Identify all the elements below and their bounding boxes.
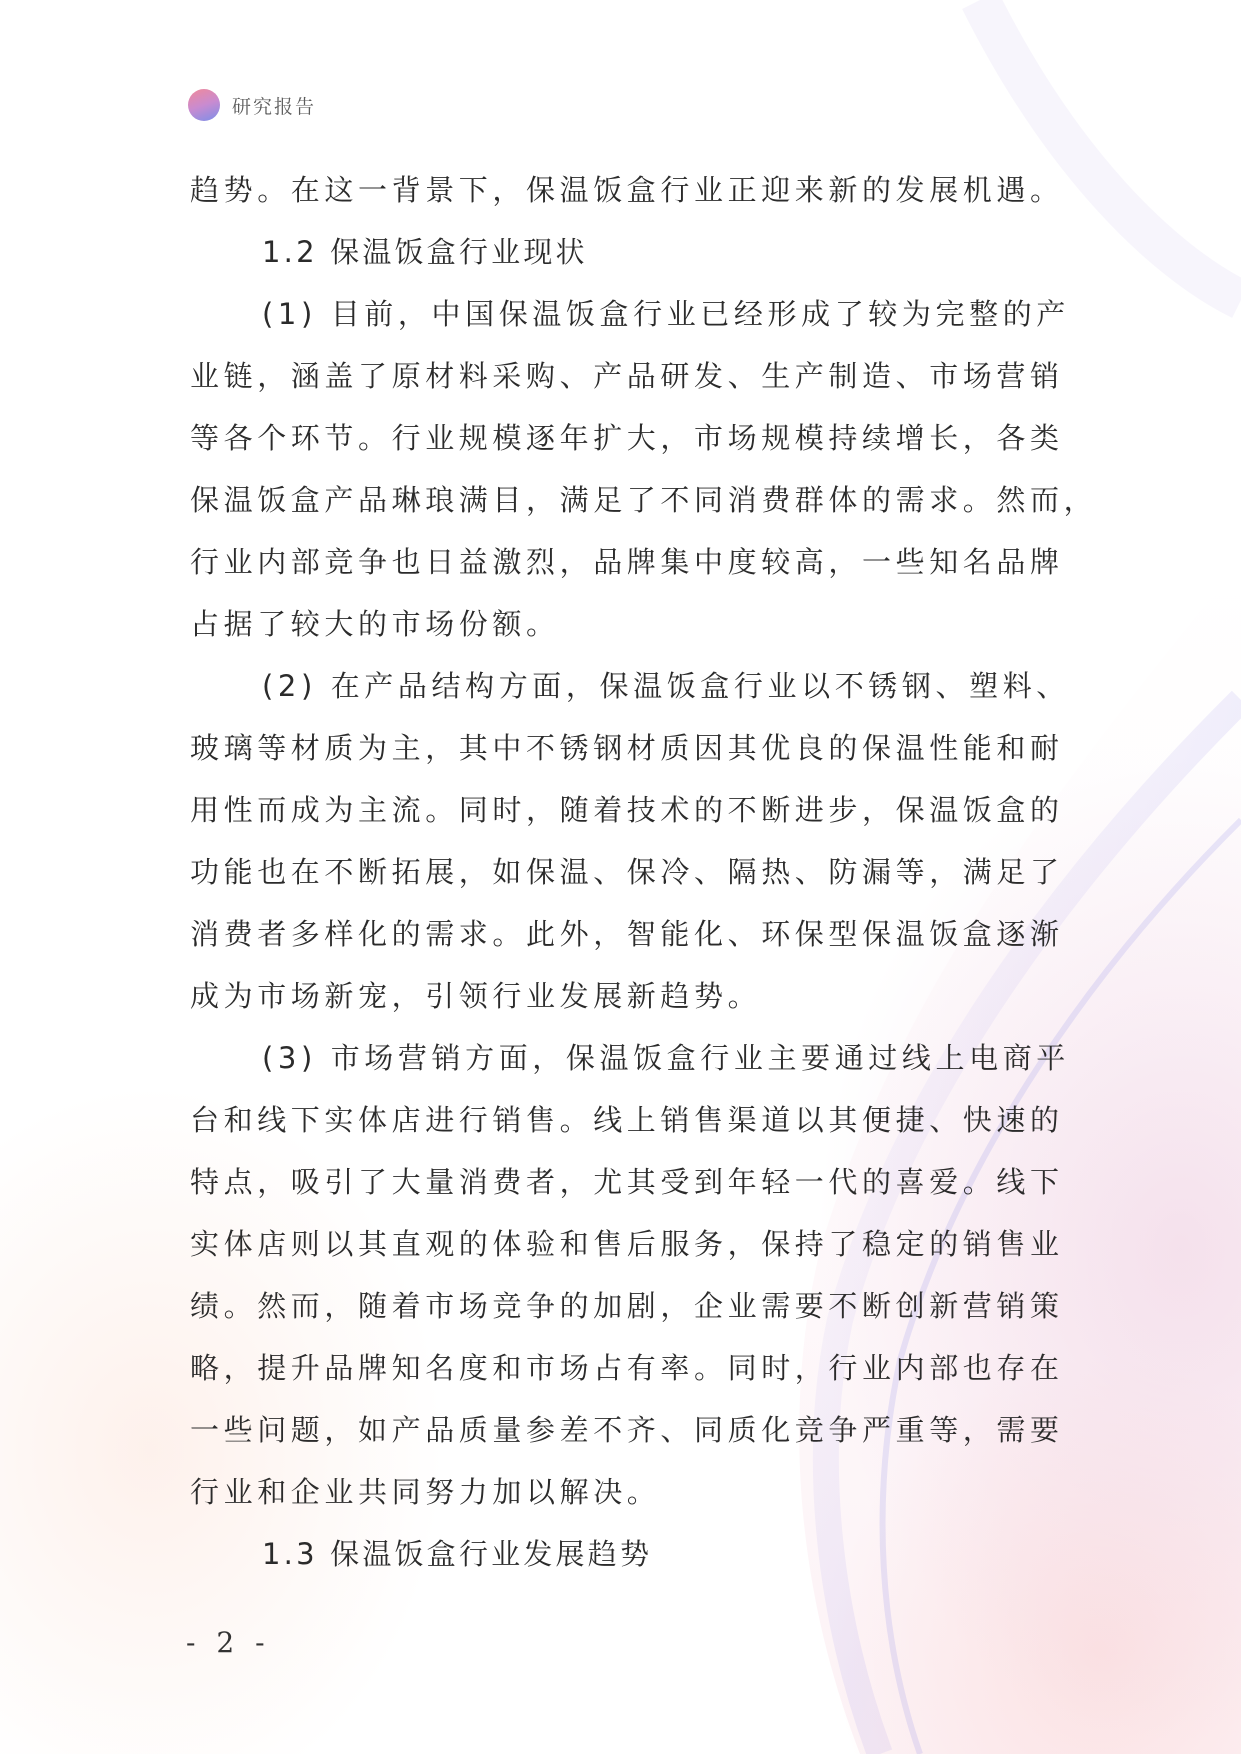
text-line: 行业和企业共同努力加以解决。 bbox=[190, 1475, 661, 1509]
text-line: 特点，吸引了大量消费者，尤其受到年轻一代的喜爱。线下 bbox=[190, 1165, 1064, 1199]
text-line: 等各个环节。行业规模逐年扩大，市场规模持续增长，各类 bbox=[190, 421, 1064, 455]
text-line: 台和线下实体店进行销售。线上销售渠道以其便捷、快速的 bbox=[190, 1103, 1064, 1137]
text-line: 消费者多样化的需求。此外，智能化、环保型保温饭盒逐渐 bbox=[190, 917, 1064, 951]
body-text bbox=[190, 159, 1098, 1585]
paragraph-first-line: (1) 目前，中国保温饭盒行业已经形成了较为完整的产 bbox=[262, 297, 1070, 331]
text-line: 保温饭盒产品琳琅满目，满足了不同消费群体的需求。然而， bbox=[190, 483, 1098, 517]
report-header bbox=[188, 88, 316, 122]
text-line: 略，提升品牌知名度和市场占有率。同时，行业内部也存在 bbox=[190, 1351, 1064, 1385]
page-number: - 2 - bbox=[186, 1626, 271, 1659]
text-line: 用性而成为主流。同时，随着技术的不断进步，保温饭盒的 bbox=[190, 793, 1064, 827]
text-line: 趋势。在这一背景下，保温饭盒行业正迎来新的发展机遇。 bbox=[190, 173, 1064, 207]
text-line: 业链，涵盖了原材料采购、产品研发、生产制造、市场营销 bbox=[190, 359, 1064, 393]
text-line: 一些问题，如产品质量参差不齐、同质化竞争严重等，需要 bbox=[190, 1413, 1064, 1447]
paragraph-first-line: (3) 市场营销方面，保温饭盒行业主要通过线上电商平 bbox=[262, 1041, 1070, 1075]
text-line: 占据了较大的市场份额。 bbox=[190, 607, 560, 641]
section-heading: 1.3 保温饭盒行业发展趋势 bbox=[262, 1537, 653, 1571]
text-line: 玻璃等材质为主，其中不锈钢材质因其优良的保温性能和耐 bbox=[190, 731, 1064, 765]
text-line: 成为市场新宠，引领行业发展新趋势。 bbox=[190, 979, 762, 1013]
text-line: 绩。然而，随着市场竞争的加剧，企业需要不断创新营销策 bbox=[190, 1289, 1064, 1323]
section-heading: 1.2 保温饭盒行业现状 bbox=[262, 235, 588, 269]
header-label: 研究报告 bbox=[232, 95, 317, 118]
text-line: 行业内部竞争也日益激烈，品牌集中度较高，一些知名品牌 bbox=[190, 545, 1064, 579]
paragraph-first-line: (2) 在产品结构方面，保温饭盒行业以不锈钢、塑料、 bbox=[262, 669, 1070, 703]
text-line: 实体店则以其直观的体验和售后服务，保持了稳定的销售业 bbox=[190, 1227, 1064, 1261]
text-line: 功能也在不断拓展，如保温、保冷、隔热、防漏等，满足了 bbox=[190, 855, 1064, 889]
logo-icon bbox=[188, 89, 220, 121]
